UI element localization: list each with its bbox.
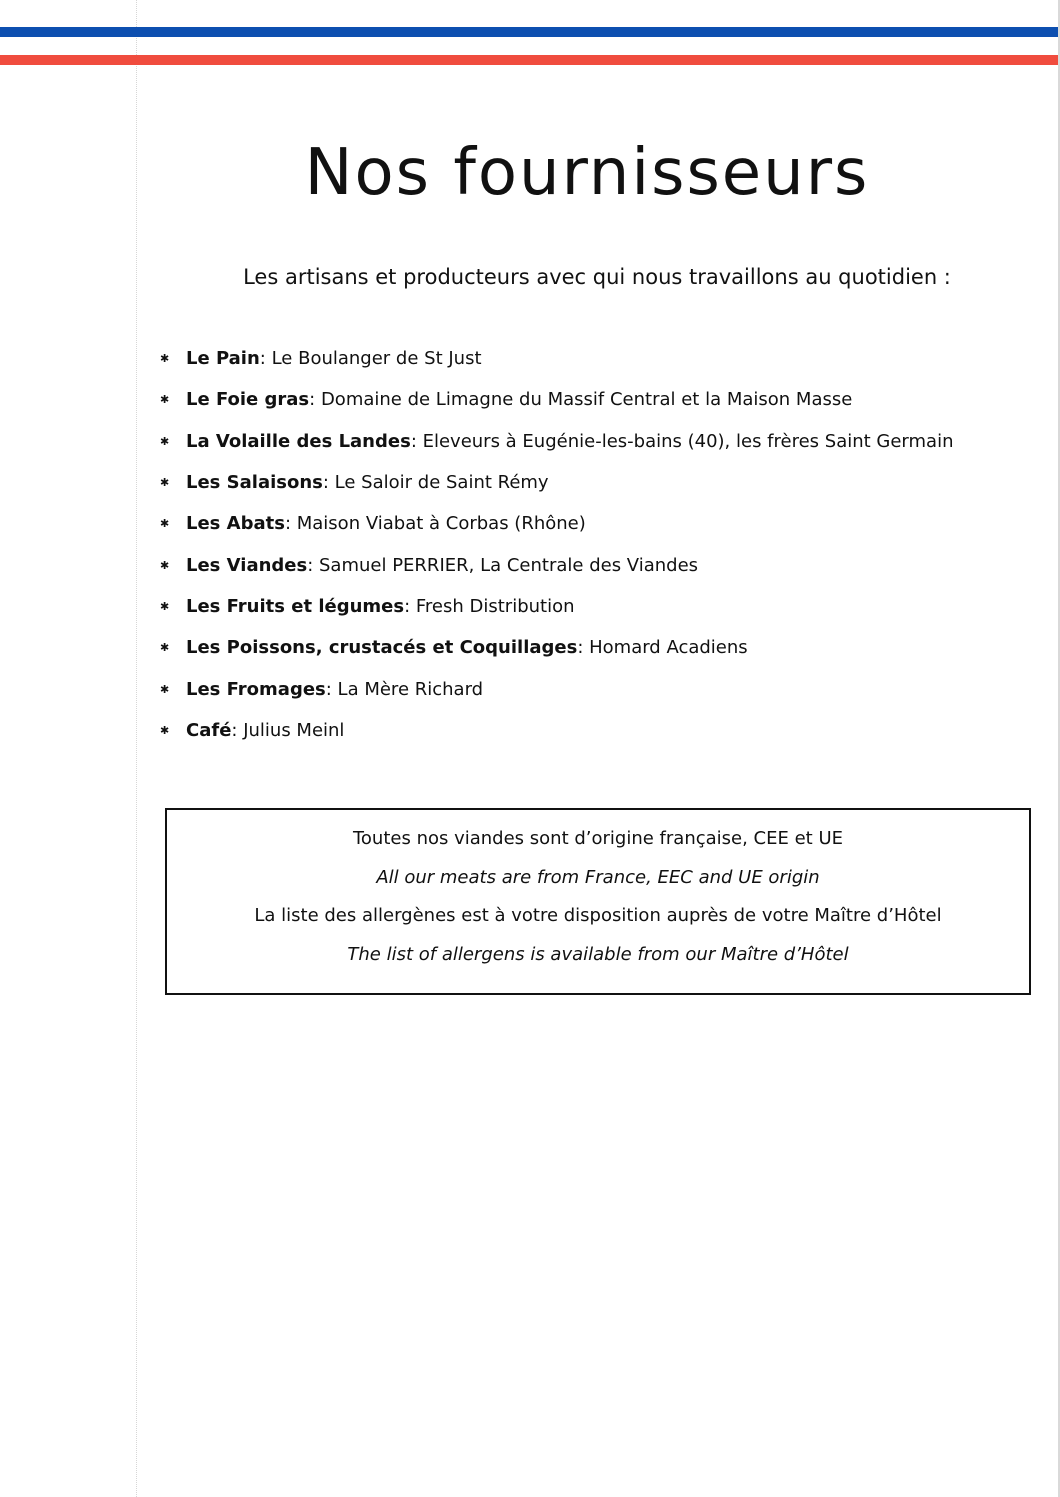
allergen-notice-fr: La liste des allergènes est à votre disposition auprès de votre Maître d’Hôtel xyxy=(254,905,942,926)
supplier-category: Café xyxy=(186,719,232,741)
red-stripe xyxy=(0,55,1058,65)
supplier-detail: : Homard Acadiens xyxy=(577,637,748,659)
asterisk-bullet-icon: ✱ xyxy=(160,393,170,407)
asterisk-bullet-icon: ✱ xyxy=(160,476,170,490)
list-item xyxy=(160,421,954,462)
origin-allergen-notice xyxy=(165,808,1031,995)
supplier-detail: : Le Boulanger de St Just xyxy=(259,348,482,370)
page-title: Nos fournisseurs xyxy=(304,136,870,210)
supplier-category: Les Viandes xyxy=(186,554,308,576)
asterisk-bullet-icon: ✱ xyxy=(160,682,170,696)
supplier-detail: : Domaine de Limagne du Massif Central et la Maison Masse xyxy=(309,389,853,411)
supplier-detail: : Le Saloir de Saint Rémy xyxy=(322,472,549,494)
list-item xyxy=(160,462,954,503)
list-item xyxy=(160,379,954,420)
supplier-detail: : Fresh Distribution xyxy=(404,595,575,617)
list-item xyxy=(160,668,954,709)
asterisk-bullet-icon: ✱ xyxy=(160,641,170,655)
list-item xyxy=(160,586,954,627)
asterisk-bullet-icon: ✱ xyxy=(160,434,170,448)
asterisk-bullet-icon: ✱ xyxy=(160,599,170,613)
page-margin-line xyxy=(136,0,137,1497)
supplier-category: Le Pain xyxy=(186,348,260,370)
list-item xyxy=(160,544,954,585)
asterisk-bullet-icon: ✱ xyxy=(160,558,170,572)
supplier-category: Le Foie gras xyxy=(186,389,310,411)
supplier-category: Les Poissons, crustacés et Coquillages xyxy=(186,637,578,659)
supplier-detail: : Julius Meinl xyxy=(231,719,345,741)
asterisk-bullet-icon: ✱ xyxy=(160,517,170,531)
supplier-category: Les Fruits et légumes xyxy=(186,595,405,617)
supplier-detail: : Eleveurs à Eugénie-les-bains (40), les frères Saint Germain xyxy=(410,430,954,452)
allergen-notice-en: The list of allergens is available from our Maître d’Hôtel xyxy=(347,944,849,965)
supplier-category: La Volaille des Landes xyxy=(186,430,411,452)
list-item xyxy=(160,503,954,544)
page-subtitle: Les artisans et producteurs avec qui nous travaillons au quotidien : xyxy=(243,265,951,289)
list-item xyxy=(160,338,954,379)
meat-origin-en: All our meats are from France, EEC and UE origin xyxy=(376,867,820,888)
meat-origin-fr: Toutes nos viandes sont d’origine française, CEE et UE xyxy=(352,828,843,849)
blue-stripe xyxy=(0,27,1058,37)
supplier-category: Les Fromages xyxy=(186,678,326,700)
supplier-list xyxy=(160,338,954,751)
supplier-detail: : Samuel PERRIER, La Centrale des Viandes xyxy=(307,554,699,576)
list-item xyxy=(160,627,954,668)
supplier-category: Les Salaisons xyxy=(186,472,323,494)
asterisk-bullet-icon: ✱ xyxy=(160,352,170,366)
asterisk-bullet-icon: ✱ xyxy=(160,723,170,737)
list-item xyxy=(160,710,954,751)
supplier-category: Les Abats xyxy=(186,513,285,535)
supplier-detail: : Maison Viabat à Corbas (Rhône) xyxy=(284,513,586,535)
supplier-detail: : La Mère Richard xyxy=(325,678,484,700)
